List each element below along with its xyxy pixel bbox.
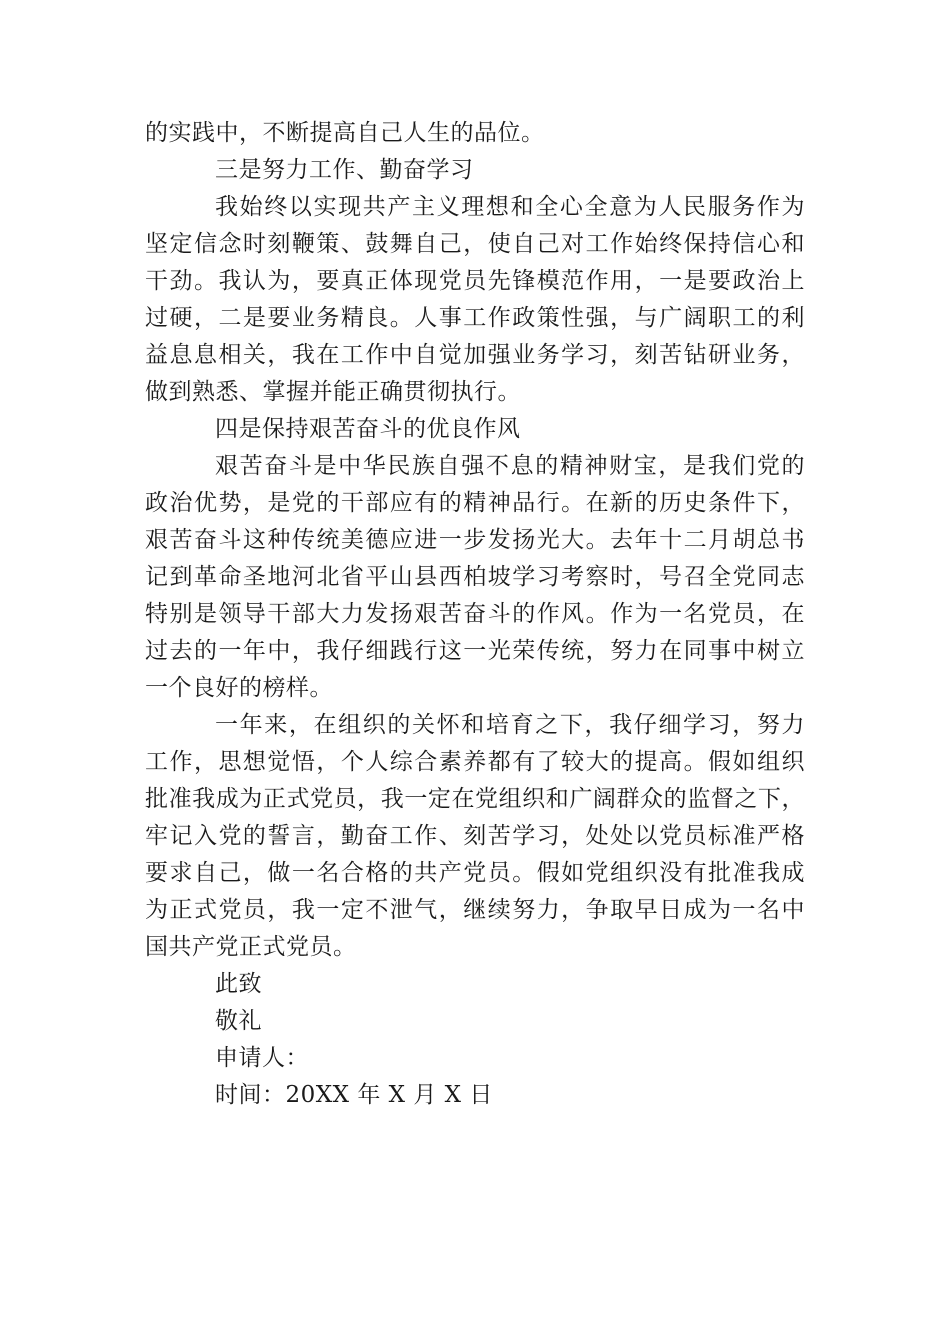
text-line: 四是保持艰苦奋斗的优良作风 [215, 416, 521, 442]
text-line: 三是努力工作、勤奋学习 [215, 157, 474, 183]
text-line: 牢记入党的誓言，勤奋工作、刻苦学习，处处以党员标准严格 [145, 823, 805, 849]
text-line: 记到革命圣地河北省平山县西柏坡学习考察时，号召全党同志 [145, 564, 805, 590]
text-line: 我始终以实现共产主义理想和全心全意为人民服务作为 [215, 194, 805, 220]
text-line: 申请人： [215, 1045, 309, 1071]
text-line: 批准我成为正式党员，我一定在党组织和广阔群众的监督之下， [145, 786, 805, 812]
text-line: 益息息相关，我在工作中自觉加强业务学习，刻苦钻研业务， [145, 342, 805, 368]
text-line: 国共产党正式党员。 [145, 934, 357, 960]
text-line: 一年来，在组织的关怀和培育之下，我仔细学习，努力 [215, 712, 805, 738]
text-line: 要求自己，做一名合格的共产党员。假如党组织没有批准我成 [145, 860, 805, 886]
text-line: 过去的一年中，我仔细践行这一光荣传统，努力在同事中树立 [145, 638, 805, 664]
document-body [145, 115, 805, 1114]
text-line: 艰苦奋斗是中华民族自强不息的精神财宝，是我们党的 [215, 453, 805, 479]
text-line: 敬礼 [215, 1008, 262, 1034]
text-line: 此致 [215, 971, 262, 997]
text-line: 特别是领导干部大力发扬艰苦奋斗的作风。作为一名党员，在 [145, 601, 805, 627]
text-line: 干劲。我认为，要真正体现党员先锋模范作用，一是要政治上 [145, 268, 805, 294]
text-line: 一个良好的榜样。 [145, 675, 333, 701]
text-line: 时间：20XX 年 X 月 X 日 [215, 1082, 493, 1108]
text-line: 工作，思想觉悟，个人综合素养都有了较大的提高。假如组织 [145, 749, 805, 775]
text-line: 过硬，二是要业务精良。人事工作政策性强，与广阔职工的利 [145, 305, 805, 331]
text-line: 坚定信念时刻鞭策、鼓舞自己，使自己对工作始终保持信心和 [145, 231, 805, 257]
text-line: 艰苦奋斗这种传统美德应进一步发扬光大。去年十二月胡总书 [145, 527, 805, 553]
text-line: 的实践中，不断提高自己人生的品位。 [145, 120, 545, 146]
text-line: 为正式党员，我一定不泄气，继续努力，争取早日成为一名中 [145, 897, 805, 923]
text-line: 政治优势，是党的干部应有的精神品行。在新的历史条件下， [145, 490, 805, 516]
text-line: 做到熟悉、掌握并能正确贯彻执行。 [145, 379, 521, 405]
